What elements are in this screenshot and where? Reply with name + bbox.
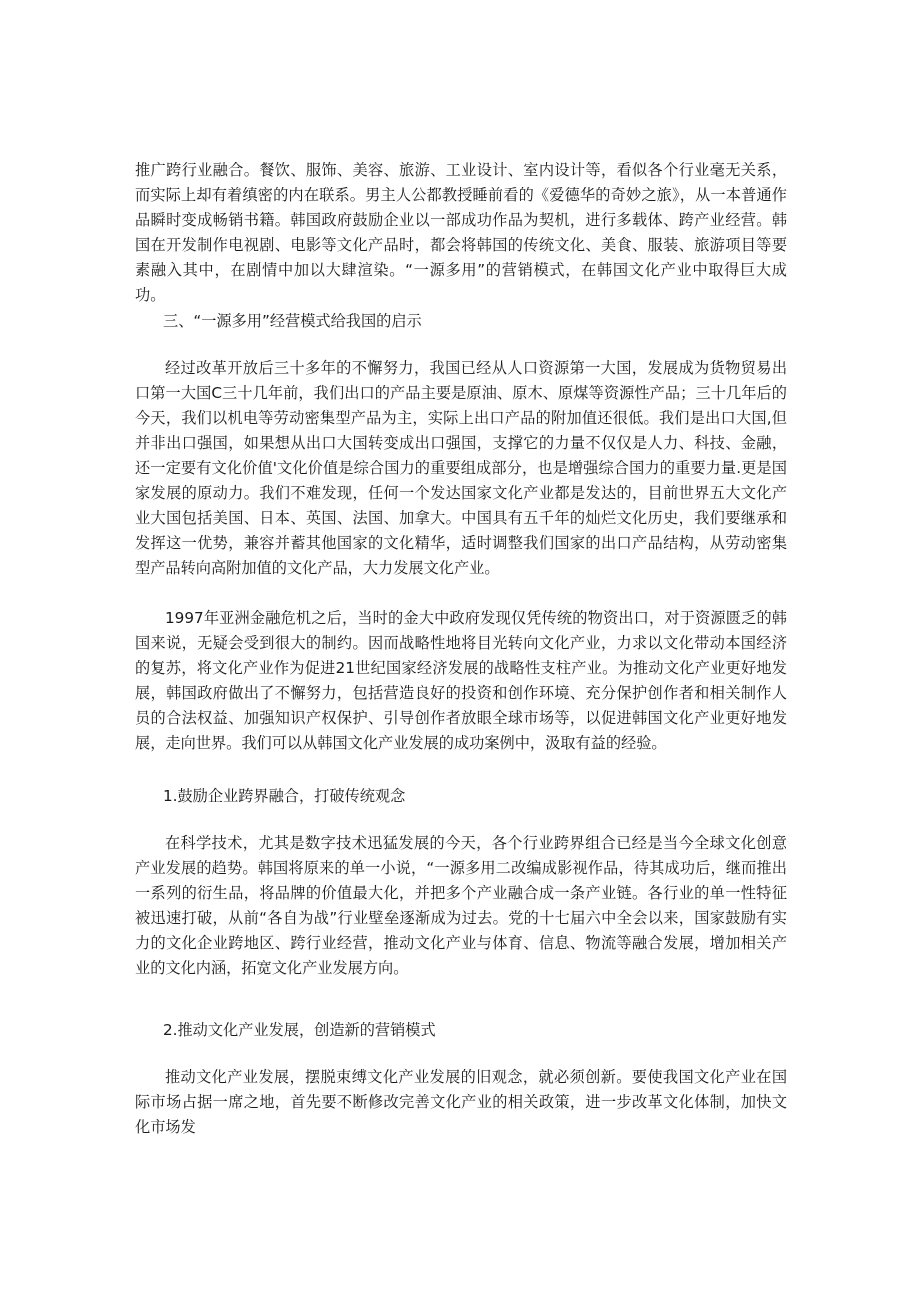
body-paragraph-export-power: 经过改革开放后三十多年的不懈努力，我国已经从人口资源第一大国，发展成为货物贸易出口第一大国C三十几年前，我们出口的产品主要是原油、原木、原煤等资源性产品；三十几年后的今天，我们以机电等劳动密集型产品为主，实际上出口产品的附加值还很低。我们是出口大国,但并非出口强国，如果想从出口大国转变成出口强国，支撑它的力量不仅仅是人力、科技、金融，还一定要有文化价值'文化价值是综合国力的重要组成部分，也是增强综合国力的重要力量.更是国家发展的原动力。我们不难发现，任何一个发达国家文化产业都是发达的，目前世界五大文化产业大国包括美国、日本、英国、法国、加拿大。中国具有五千年的灿烂文化历史，我们要继承和发挥这一优势，兼容并蓄其他国家的文化精华，适时调整我们国家的出口产品结构，从劳动密集型产品转向高附加值的文化产品，大力发展文化产业。: [135, 359, 787, 577]
section-heading-3: 三、“一源多用”经营模式给我国的启示: [163, 312, 422, 330]
body-paragraph-digital-tech: 在科学技术，尤其是数字技术迅猛发展的今天，各个行业跨界组合已经是当今全球文化创意产业发展的趋势。韩国将原来的单一小说，“一源多用二改编成影视作品，待其成功后，继而推出一系列的衍生品，将品牌的价值最大化，并把多个产业融合成一条产业链。各行业的单一性特征被迅速打破，从前“各自为战”行业壁垒逐渐成为过去。党的十七届六中全会以来，国家鼓励有实力的文化企业跨地区、跨行业经营，推动文化产业与体育、信息、物流等融合发展，增加相关产业的文化内涵，拓宽文化产业发展方向。: [135, 834, 787, 977]
body-paragraph-innovation: 推动文化产业发展，摆脱束缚文化产业发展的旧观念，就必须创新。要使我国文化产业在国际市场占据一席之地，首先要不断修改完善文化产业的相关政策，进一步改革文化体制，加快文化市场发: [135, 1068, 787, 1136]
subsection-heading-1: 1.鼓励企业跨界融合，打破传统观念: [163, 787, 406, 805]
subsection-heading-2: 2.推动文化产业发展，创造新的营销模式: [163, 1021, 436, 1039]
body-paragraph-cross-industry: 推广跨行业融合。餐饮、服饰、美容、旅游、工业设计、室内设计等，看似各个行业毫无关系，而实际上却有着缜密的内在联系。男主人公都教授睡前看的《爱德华的奇妙之旅》，从一本普通作品瞬时变成畅销书籍。韩国政府鼓励企业以一部成功作品为契机，进行多载体、跨产业经营。韩国在开发制作电视剧、电影等文化产品时，都会将韩国的传统文化、美食、服装、旅游项目等要素融入其中，在剧情中加以大肆渲染。“一源多用”的营销模式，在韩国文化产业中取得巨大成功。: [135, 161, 787, 304]
body-paragraph-asian-crisis: 1997年亚洲金融危机之后，当时的金大中政府发现仅凭传统的物资出口，对于资源匮乏的韩国来说，无疑会受到很大的制约。因而战略性地将目光转向文化产业，力求以文化带动本国经济的复苏，将文化产业作为促进21世纪国家经济发展的战略性支柱产业。为推动文化产业更好地发展，韩国政府做出了不懈努力，包括营造良好的投资和创作环境、充分保护创作者和相关制作人员的合法权益、加强知识产权保护、引导创作者放眼全球市场等，以促进韩国文化产业更好地发展，走向世界。我们可以从韩国文化产业发展的成功案例中，汲取有益的经验。: [135, 609, 787, 752]
